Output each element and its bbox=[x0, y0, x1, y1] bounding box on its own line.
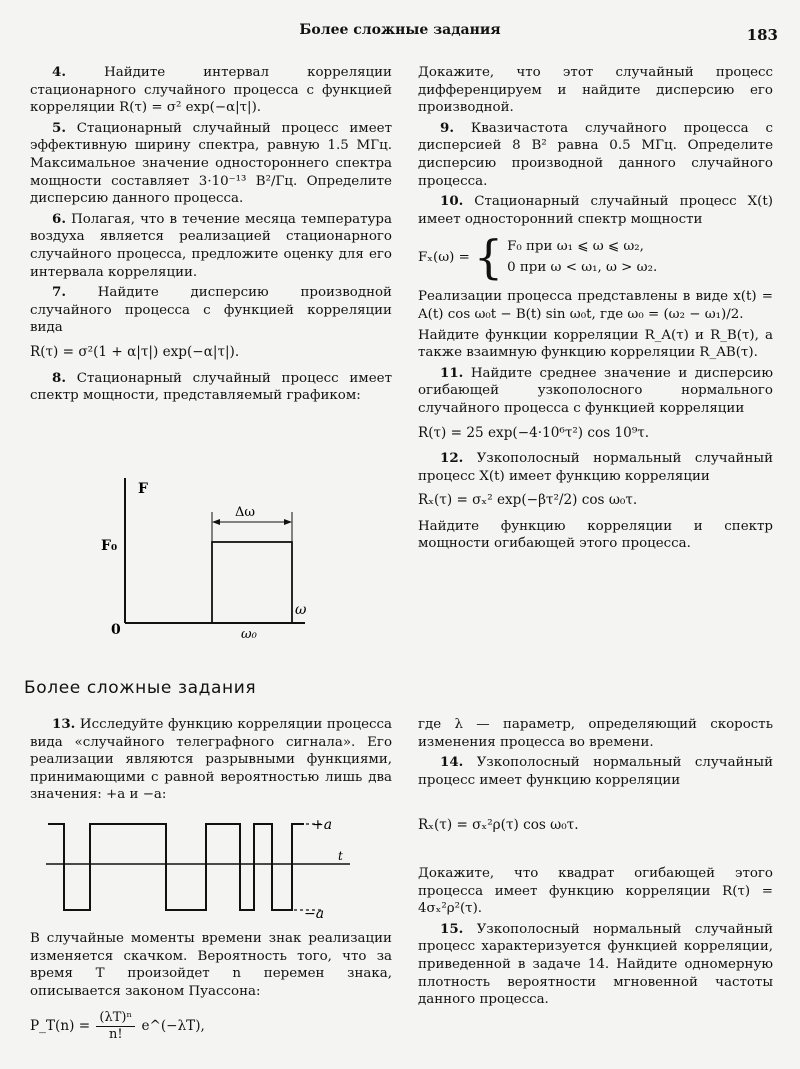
problem-number: 4. bbox=[52, 64, 66, 80]
problem-text: Квазичастота случайного процесса с дисперсией 8 В² равна 0.5 МГц. Определите дисперсию производной данного случайного процесса. bbox=[418, 120, 773, 189]
width-dim-arrow-right bbox=[284, 519, 292, 525]
problem-text: Найдите интервал корреляции стационарного случайного процесса с функцией корреляции R(τ) = σ² exp(−α|τ|). bbox=[30, 65, 392, 116]
formula-11: R(τ) = 25 exp(−4·10⁶τ²) cos 10⁹τ. bbox=[418, 424, 650, 441]
problem-number: 13. bbox=[52, 716, 76, 732]
formula-13 bbox=[30, 1010, 392, 1043]
problem-number: 11. bbox=[440, 364, 464, 381]
width-dim-arrow-left bbox=[212, 519, 220, 525]
formula-10-lhs: Fₓ(ω) = bbox=[418, 249, 470, 265]
running-title: Более сложные задания bbox=[299, 22, 501, 38]
problem-number: 12. bbox=[440, 450, 464, 467]
spectrum-rectangle bbox=[212, 542, 292, 623]
minus-a-label: −a bbox=[304, 906, 325, 922]
right-column-bottom bbox=[418, 716, 773, 1012]
formula-14: Rₓ(τ) = σₓ²ρ(τ) cos ω₀τ. bbox=[418, 817, 579, 834]
telegraph-signal-figure bbox=[38, 812, 358, 924]
spectrum-y-label: F bbox=[138, 481, 148, 497]
problem-12-text-b: Найдите функцию корреляции и спектр мощности огибающей этого процесса. bbox=[418, 518, 773, 552]
problem-10-text-b: Реализации процесса представлены в виде x(t) = A(t) cos ω₀t − B(t) sin ω₀t, где ω₀ = (ω₂ − ω₁)/2. bbox=[418, 289, 773, 322]
formula-13-denominator: n! bbox=[108, 1027, 123, 1043]
time-axis-label: t bbox=[338, 849, 343, 863]
problem-8-continuation: Докажите, что этот случайный процесс дифференцируем и найдите дисперсию его производной. bbox=[418, 65, 773, 116]
spectrum-level-label: F₀ bbox=[101, 538, 118, 554]
page-number: 183 bbox=[746, 26, 778, 44]
problem-14-text-b: Докажите, что квадрат огибающей этого процесса имеет функцию корреляции R(τ) = 4σₓ²ρ²(τ). bbox=[418, 865, 773, 917]
problem-number: 10. bbox=[440, 193, 464, 210]
brace-symbol: { bbox=[473, 230, 504, 285]
problem-12 bbox=[418, 450, 773, 485]
formula-13-rhs: e^(−λT), bbox=[141, 1018, 205, 1035]
problem-text: Узкополосный нормальный случайный процесс X(t) имеет функцию корреляции bbox=[418, 451, 773, 484]
problem-text: Узкополосный нормальный случайный процесс характеризуется функцией корреляции, приведенной в задаче 14. Найдите одномерную плотность вероятности мгновенной частоты данного процесса. bbox=[418, 921, 773, 1008]
problem-number: 9. bbox=[440, 119, 454, 136]
spectrum-origin-label: 0 bbox=[111, 622, 121, 638]
formula-12: Rₓ(τ) = σₓ² exp(−βτ²/2) cos ω₀τ. bbox=[418, 492, 638, 509]
problem-15 bbox=[418, 921, 773, 1009]
formula-10-system bbox=[418, 230, 773, 285]
formula-13-fraction bbox=[96, 1010, 135, 1043]
problem-10 bbox=[418, 193, 773, 228]
section-heading: Более сложные задания bbox=[24, 678, 257, 698]
left-column-bottom bbox=[30, 716, 392, 807]
problem-text: Стационарный случайный процесс имеет эффективную ширину спектра, равную 1.5 МГц. Максимальное значение одностороннего спектра мощности составляет 3·10⁻¹³ В²/Гц. Определите дисперсию данного процесса. bbox=[30, 120, 392, 207]
problem-text: Найдите среднее значение и дисперсию огибающей узкополосного нормального случайного процесса с функцией корреляции bbox=[418, 365, 773, 416]
problem-text: Исследуйте функцию корреляции процесса вида «случайного телеграфного сигнала». Его реализации являются разрывными функциями, принимающими с равной вероятностью лишь два значения: +a и −a: bbox=[30, 717, 392, 803]
spectrum-width-label: Δω bbox=[235, 505, 255, 520]
right-column-top bbox=[418, 64, 773, 556]
problem-10-text-c: Найдите функции корреляции R_A(τ) и R_B(τ), а также взаимную функцию корреляции R_AB(τ). bbox=[418, 327, 773, 361]
problem-number: 6. bbox=[52, 210, 66, 227]
problem-8 bbox=[30, 370, 392, 405]
problem-5 bbox=[30, 120, 392, 208]
problem-text: Стационарный случайный процесс имеет спектр мощности, представляемый графиком: bbox=[30, 370, 392, 404]
spectrum-x-label: ω bbox=[295, 602, 307, 618]
left-column-top bbox=[30, 64, 392, 408]
problem-number: 8. bbox=[52, 369, 66, 386]
formula-13-lhs: P_T(n) = bbox=[30, 1018, 91, 1035]
spectrum-center-label: ω₀ bbox=[241, 627, 257, 642]
problem-number: 5. bbox=[52, 119, 66, 136]
formula-7: R(τ) = σ²(1 + α|τ|) exp(−α|τ|). bbox=[30, 343, 240, 360]
problem-text: Узкополосный нормальный случайный процесс имеет функцию корреляции bbox=[418, 755, 773, 788]
problem-text: Полагая, что в течение месяца температура воздуха является реализацией стационарного случайного процесса, предложите оценку для его интервала корреляции. bbox=[30, 211, 392, 280]
problem-9 bbox=[418, 120, 773, 190]
problem-4 bbox=[30, 64, 392, 117]
page-header bbox=[0, 22, 800, 42]
formula-13-numerator: (λT)ⁿ bbox=[96, 1010, 135, 1027]
formula-10-case-2: 0 при ω < ω₁, ω > ω₂. bbox=[507, 260, 658, 276]
problem-13-text-c: где λ — параметр, определяющий скорость изменения процесса во времени. bbox=[418, 717, 773, 750]
problem-number: 7. bbox=[52, 284, 66, 301]
problem-text: Найдите дисперсию производной случайного процесса с функцией корреляции вида bbox=[30, 285, 392, 336]
signal-waveform bbox=[48, 824, 304, 910]
formula-10-cases bbox=[507, 236, 657, 278]
problem-7 bbox=[30, 284, 392, 337]
problem-6 bbox=[30, 211, 392, 281]
problem-number: 15. bbox=[440, 920, 464, 937]
spectrum-figure bbox=[95, 468, 325, 648]
problem-14 bbox=[418, 754, 773, 789]
problem-11 bbox=[418, 365, 773, 418]
problem-number: 14. bbox=[440, 754, 464, 771]
problem-13-text-b: В случайные моменты времени знак реализации изменяется скачком. Вероятность того, что за время T произойдет n перемен знака, описывается законом Пуассона: bbox=[30, 931, 392, 999]
problem-13 bbox=[30, 716, 392, 804]
formula-10-case-1: F₀ при ω₁ ⩽ ω ⩽ ω₂, bbox=[507, 239, 644, 255]
plus-a-label: +a bbox=[312, 817, 333, 833]
left-column-bottom-2 bbox=[30, 930, 392, 1051]
problem-text: Стационарный случайный процесс X(t) имеет односторонний спектр мощности bbox=[418, 194, 773, 227]
